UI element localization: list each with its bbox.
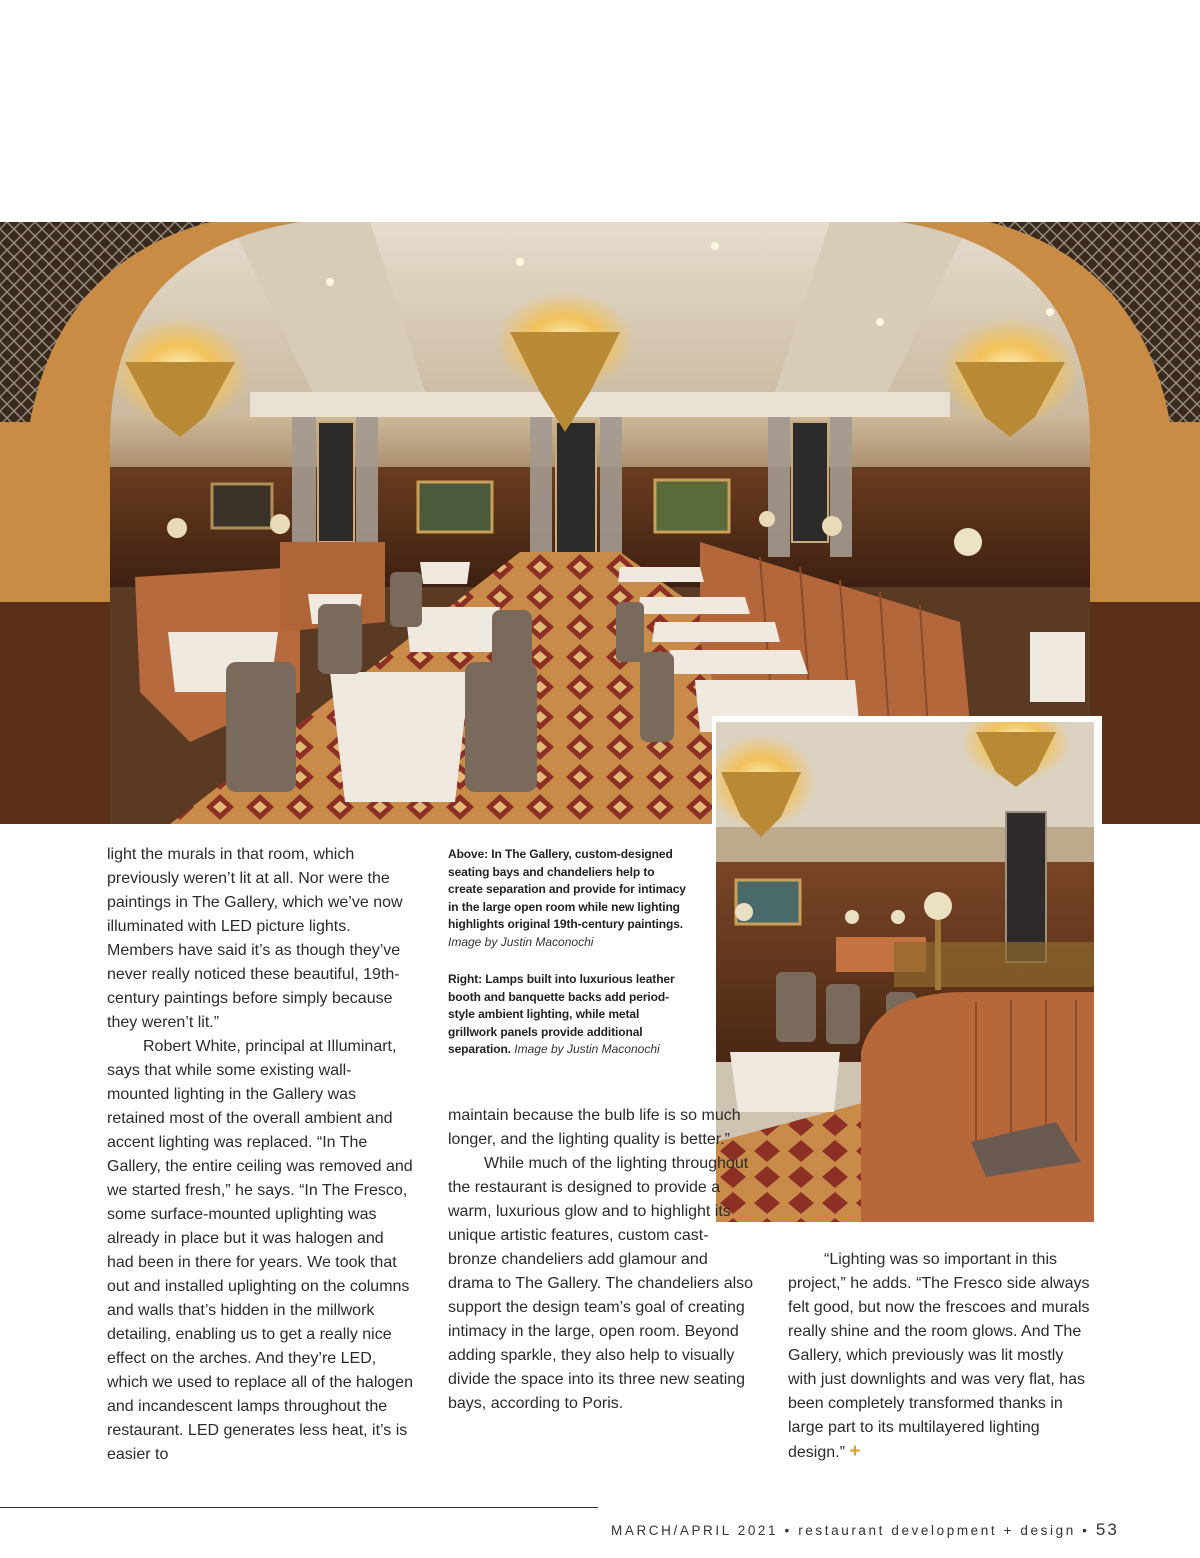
text-column-3 — [788, 1248, 1093, 1465]
footer-rule — [0, 1507, 598, 1508]
inset-booth-photo — [712, 716, 1102, 1226]
text-column-1 — [107, 843, 413, 1467]
body-paragraph: “Lighting was so important in this project,” he adds. “The Fresco side always felt good, but now the frescoes and murals really shine and the room glows. And The Gallery, which previously was lit mostly with just downlights and was very flat, has been completely transformed thanks in large part to its multilayered lighting design.” — [788, 1251, 1090, 1461]
body-paragraph: Robert White, principal at Illuminart, says that while some existing wall-mounted lighting in the Gallery was retained most of the overall ambient and accent lighting was replaced. “In The Gallery, the entire ceiling was removed and we started fresh,” he says. “In The Fresco, some surface-mounted uplighting was already in place but it was halogen and had been in there for years. We took that out and installed uplighting on the columns and walls that’s hidden in the millwork detailing, enabling us to get a really nice effect on the arches. And they’re LED, which we used to replace all of the halogen and incandescent lamps throughout the restaurant. LED generates less heat, it’s is easier to — [107, 1038, 413, 1463]
caption-above — [448, 846, 688, 952]
body-paragraph: While much of the lighting throughout the restaurant is designed to provide a warm, luxurious glow and to highlight its unique artistic features, custom cast-bronze chandeliers add glamour and drama to The Gallery. The chandeliers also support the design team’s goal of creating intimacy in the large, open room. Beyond adding sparkle, they also help to visually divide the space into its three new seating bays, according to Poris. — [448, 1155, 754, 1412]
footer-separator: • — [1082, 1523, 1090, 1538]
page-number: 53 — [1095, 1520, 1119, 1539]
end-mark-icon: + — [849, 1441, 861, 1462]
page-footer — [611, 1520, 1119, 1540]
footer-separator: • — [784, 1523, 792, 1538]
footer-magazine: restaurant development + design — [798, 1523, 1076, 1538]
caption-right-credit: Image by Justin Maconochi — [514, 1042, 660, 1057]
body-paragraph: light the murals in that room, which previously weren’t lit at all. Nor were the paintings in The Gallery, which we’ve now illuminated with LED picture lights. Members have said it’s as though they’ve never really noticed these beautiful, 19th-century paintings before simply because they weren’t lit.” — [107, 846, 403, 1031]
footer-issue: MARCH/APRIL 2021 — [611, 1523, 779, 1538]
caption-above-credit: Image by Justin Maconochi — [448, 934, 594, 949]
caption-right-text: Right: Lamps built into luxurious leather booth and banquette backs add period-style ambient lighting, while metal grillwork panels provide additional separation. — [448, 972, 675, 1057]
caption-right — [448, 971, 688, 1059]
text-column-2 — [448, 1104, 754, 1416]
body-paragraph: maintain because the bulb life is so much longer, and the lighting quality is better.” — [448, 1107, 741, 1148]
caption-above-text: Above: In The Gallery, custom-designed seating bays and chandeliers help to create separation and provide for intimacy in the large open room while new lighting highlights original 19th-century paintings. — [448, 847, 686, 932]
